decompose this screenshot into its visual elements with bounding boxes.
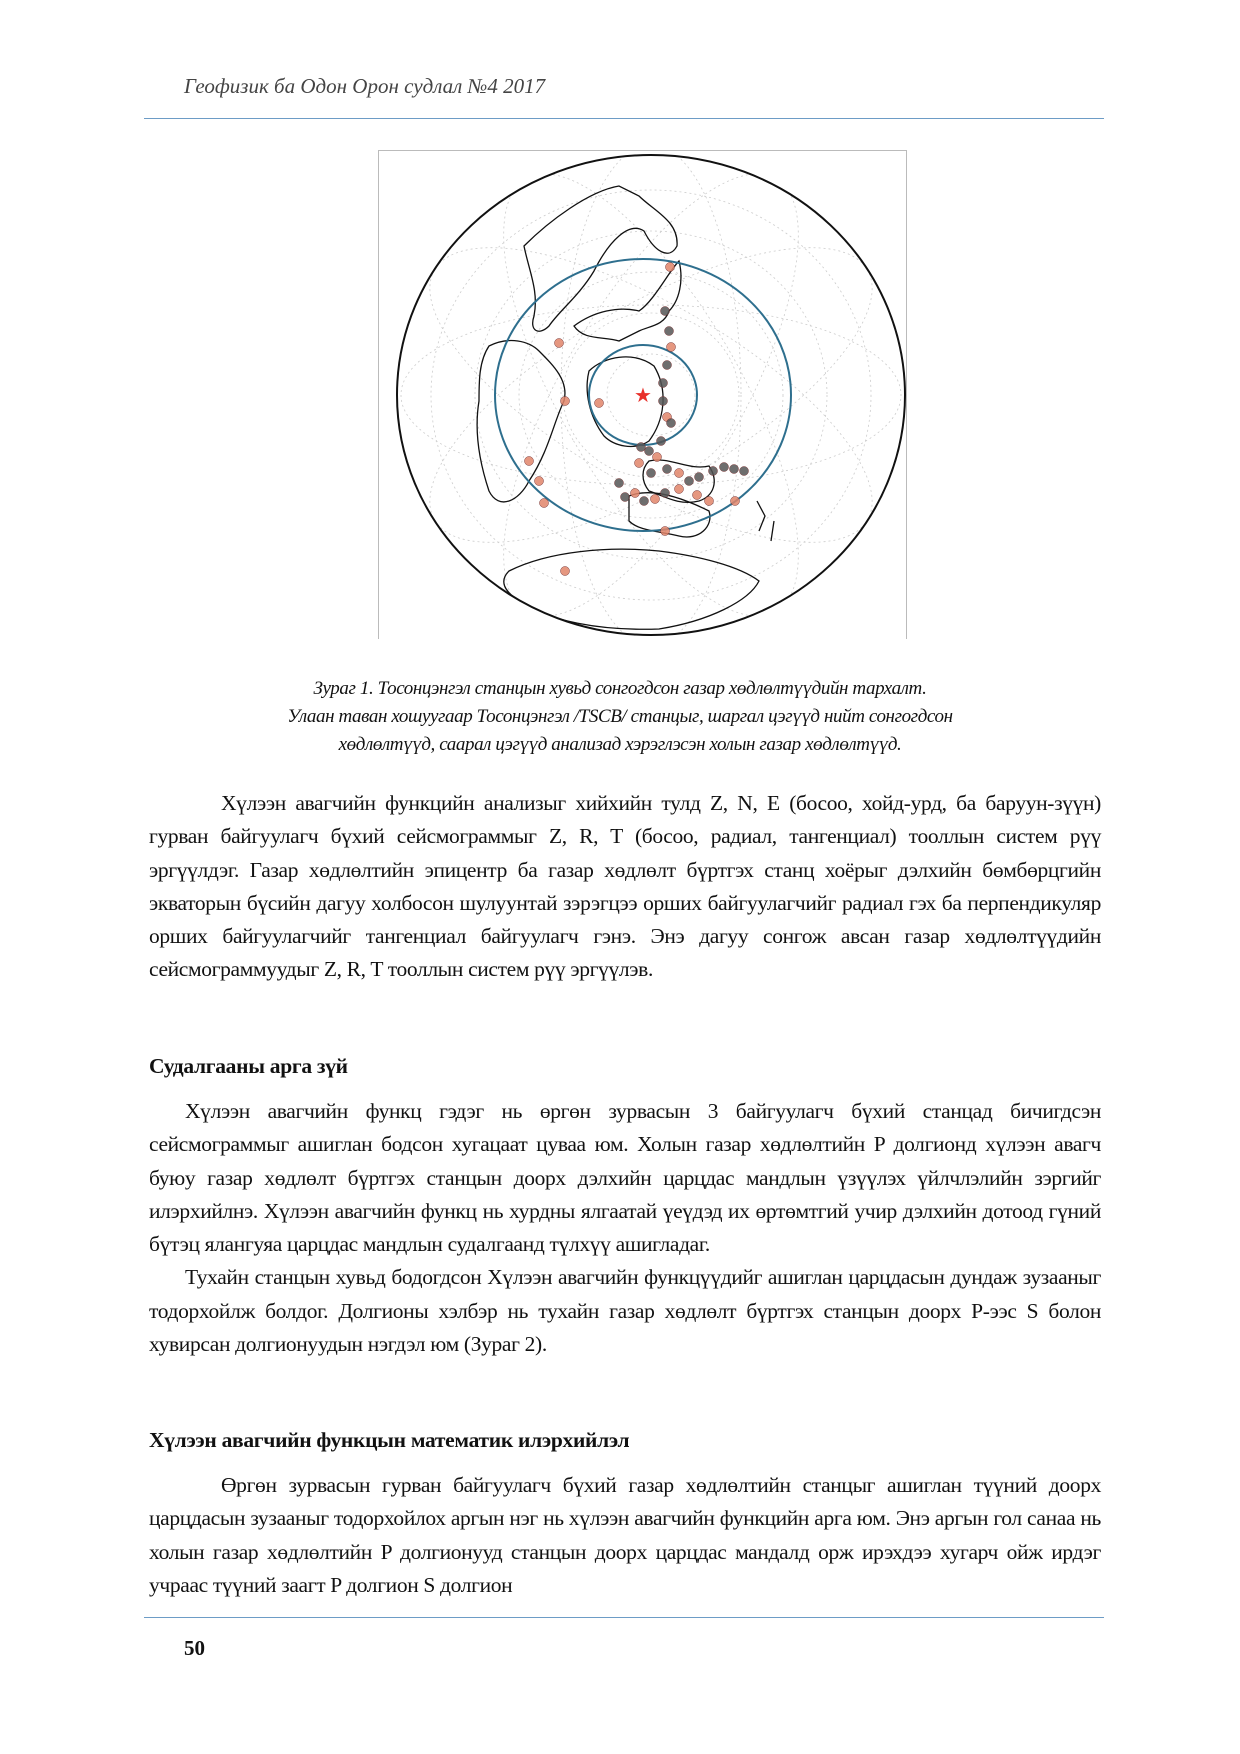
earthquake-dot <box>667 419 676 428</box>
paragraph: Тухайн станцын хувьд бодогдсон Хүлээн авагчийн функцүүдийг ашиглан царцдасын дундаж зузааныг тодорхойлж болдог. Долгионы хэлбэр нь тухайн газар хөдлөлт бүртгэх станцын доорх P-ээс S болон хувирсан долгионуудын нэгдэл юм (Зураг 2). <box>149 1265 1101 1357</box>
earthquake-dot <box>731 497 740 506</box>
earthquake-dot <box>667 343 676 352</box>
earthquake-dot <box>595 399 604 408</box>
earthquake-dot <box>653 453 662 462</box>
page-number: 50 <box>184 1636 205 1660</box>
earthquake-dot <box>540 499 549 508</box>
earthquake-dot <box>740 467 749 476</box>
earthquake-dot <box>659 379 668 388</box>
earthquake-dot <box>645 447 654 456</box>
earthquake-dot <box>663 465 672 474</box>
earthquake-dot <box>525 457 534 466</box>
caption-line: Улаан таван хошуугаар Тосонцэнгэл /TSCB/ станцыг, шаргал цэгүүд нийт сонгогдсон <box>287 706 953 727</box>
earthquake-dot <box>720 463 729 472</box>
earthquake-dot <box>693 491 702 500</box>
earthquake-dot <box>621 493 630 502</box>
caption-line: хөдлөлтүүд, саарал цэгүүд анализад хэрэглэсэн холын газар хөдлөлтүүд. <box>338 734 902 755</box>
earthquake-dot <box>561 397 570 406</box>
earthquake-dot <box>555 339 564 348</box>
earthquake-dot <box>709 467 718 476</box>
station-star-icon: ★ <box>634 385 652 407</box>
earthquake-dot <box>695 473 704 482</box>
paragraph-4-block <box>149 1469 1101 1602</box>
earthquake-dot <box>663 361 672 370</box>
earthquake-dot <box>661 527 670 536</box>
earthquake-dot <box>631 489 640 498</box>
earthquake-dot <box>635 459 644 468</box>
footer-rule <box>144 1617 1104 1618</box>
earthquake-dot <box>661 489 670 498</box>
earthquake-dot <box>730 465 739 474</box>
caption-line: Зураг 1. Тосонцэнгэл станцын хувьд сонгогдсон газар хөдлөлтүүдийн тархалт. <box>313 678 927 699</box>
section-heading: Хүлээн авагчийн функцын математик илэрхийлэл <box>149 1428 630 1452</box>
coastlines <box>477 186 774 629</box>
paragraph-2-block <box>149 1095 1101 1361</box>
earthquake-distribution-map <box>379 151 906 640</box>
figure-caption <box>160 675 1080 759</box>
earthquake-dot <box>661 307 670 316</box>
paragraph: Хүлээн авагчийн функц гэдэг нь өргөн зурвасын 3 байгуулагч бүхий станцад бичигдсэн сейсмограммыг ашиглан бодсон хугацаат цуваа юм. Холын газар хөдлөлтийн P долгионд хүлээн авагч буюу газар хөдлөлт бүртгэх станцын доорх дэлхийн царцдас мандлын үзүүлэх үйлчлэлийн зэргийг илэрхийлнэ. Хүлээн авагчийн функц нь хурдны ялгаатай үеүдэд их өртөмтгий учир дэлхийн дотоод гүний бүтэц ялангуяа царцдас мандлын судалгаанд түлхүү ашигладаг. <box>149 1099 1101 1257</box>
earthquake-dot <box>705 497 714 506</box>
earthquake-dot <box>535 477 544 486</box>
earthquake-dot <box>647 469 656 478</box>
figure-map <box>378 150 907 639</box>
earthquake-dot <box>637 443 646 452</box>
earthquake-dot <box>659 397 668 406</box>
header-rule <box>144 118 1104 119</box>
earthquake-dots <box>525 263 749 576</box>
earthquake-dot <box>657 437 666 446</box>
section-heading: Судалгааны арга зүй <box>149 1054 348 1078</box>
earthquake-dot <box>675 469 684 478</box>
earthquake-dot <box>665 327 674 336</box>
earthquake-dot <box>615 479 624 488</box>
earthquake-dot <box>675 485 684 494</box>
paragraph: Хүлээн авагчийн функцийн анализыг хийхийн тулд Z, N, E (босоо, хойд-урд, ба баруун-зүүн) гурван байгуулагч бүхий сейсмограммыг Z, R, T (босоо, радиал, тангенциал) тооллын систем рүү эргүүлдэг. Газар хөдлөлтийн эпицентр ба газар хөдлөлт бүртгэх станц хоёрыг дэлхийн бөмбөрцгийн экваторын бүсийн дагуу холбосон шулуунтай зэрэгцээ орших байгуулагчийг радиал гэх ба перпендикуляр орших байгуулагчийг тангенциал байгуулагч гэнэ. Энэ дагуу сонгож авсан газар хөдлөлтүүдийн сейсмограммуудыг Z, R, T тооллын систем рүү эргүүлэв. <box>149 791 1101 982</box>
earthquake-dot <box>685 477 694 486</box>
paragraph: Өргөн зурвасын гурван байгуулагч бүхий газар хөдлөлтийн станцыг ашиглан түүний доорх царцдасын зузааныг тодорхойлох аргын нэг нь хүлээн авагчийн функцийн арга юм. Энэ аргын гол санаа нь холын газар хөдлөлтийн P долгионууд станцын доорх царцдас мандалд орж ирэхдээ хугарч ойж ирдэг учраас түүний заагт P долгион S долгион <box>149 1473 1101 1597</box>
paragraph-1-block <box>149 787 1101 987</box>
running-title: Геофизик ба Одон Орон судлал №4 2017 <box>184 74 546 98</box>
earthquake-dot <box>640 497 649 506</box>
earthquake-dot <box>561 567 570 576</box>
earthquake-dot <box>651 495 660 504</box>
earthquake-dot <box>666 263 675 272</box>
